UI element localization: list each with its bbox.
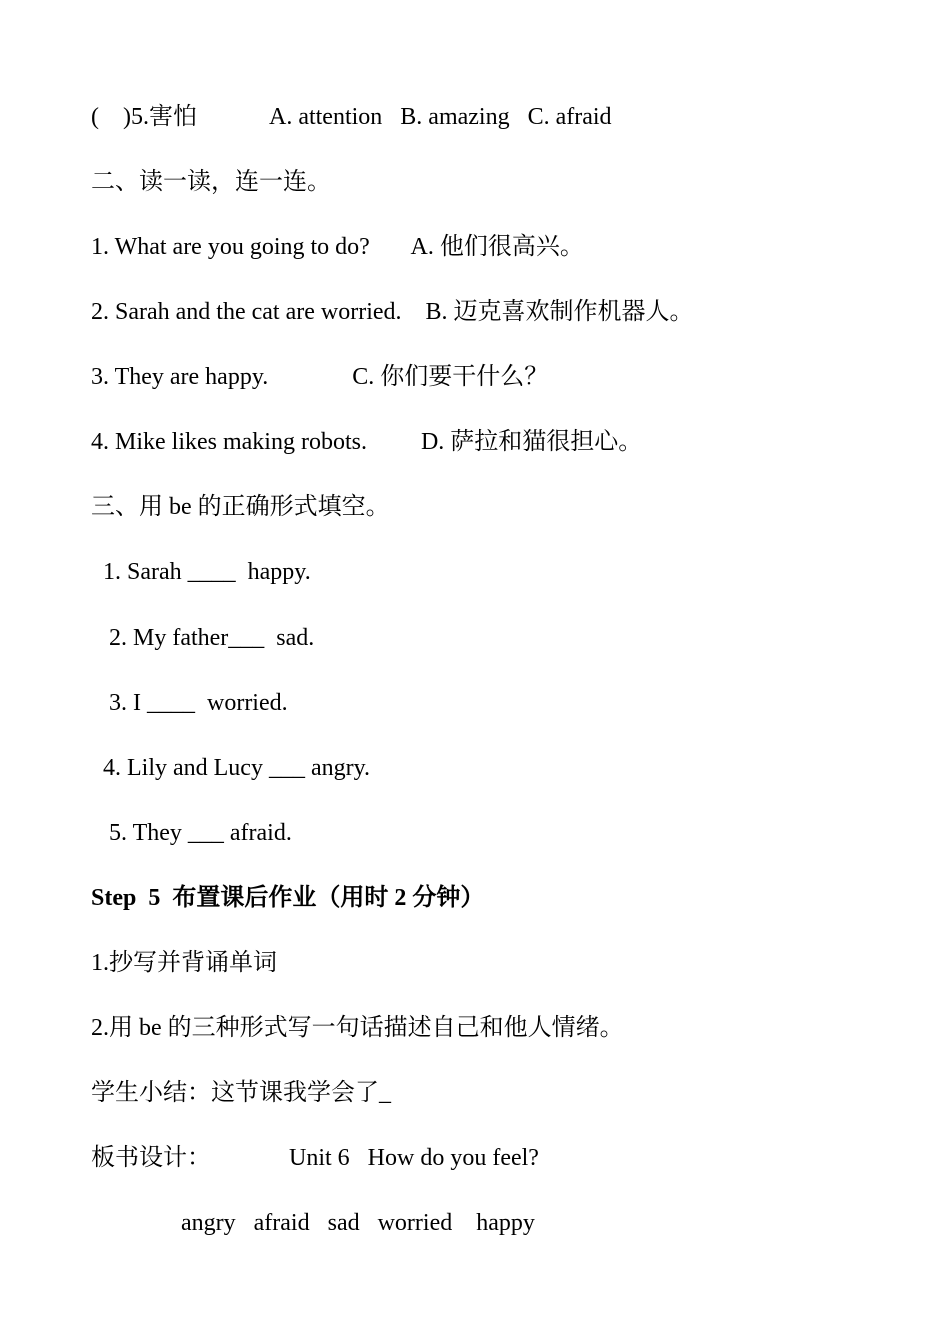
section-heading-fill-blank: 三、用 be 的正确形式填空。: [91, 494, 390, 520]
step-5-heading: Step 5 布置课后作业（用时 2 分钟）: [91, 885, 485, 911]
board-design-title: 板书设计： Unit 6 How do you feel?: [91, 1145, 539, 1171]
fill-blank-item-4: 4. Lily and Lucy ___ angry.: [91, 755, 371, 781]
homework-item-1: 1.抄写并背诵单词: [91, 950, 277, 976]
matching-item-4: 4. Mike likes making robots. D. 萨拉和猫很担心。: [91, 429, 643, 455]
exercise-item-5: ( )5.害怕 A. attention B. amazing C. afraid: [91, 104, 612, 130]
student-summary: 学生小结：这节课我学会了_: [91, 1080, 391, 1106]
fill-blank-item-5: 5. They ___ afraid.: [91, 820, 292, 846]
matching-item-3: 3. They are happy. C. 你们要干什么？: [91, 364, 549, 390]
homework-item-2: 2.用 be 的三种形式写一句话描述自己和他人情绪。: [91, 1015, 624, 1041]
fill-blank-item-1: 1. Sarah ____ happy.: [91, 559, 311, 585]
fill-blank-item-3: 3. I ____ worried.: [91, 690, 288, 716]
matching-item-2: 2. Sarah and the cat are worried. B. 迈克喜欢制作机器人。: [91, 299, 694, 325]
matching-item-1: 1. What are you going to do? A. 他们很高兴。: [91, 234, 584, 260]
fill-blank-item-2: 2. My father___ sad.: [91, 625, 315, 651]
section-heading-matching: 二、读一读，连一连。: [91, 169, 331, 195]
board-design-words: angry afraid sad worried happy: [91, 1210, 535, 1236]
